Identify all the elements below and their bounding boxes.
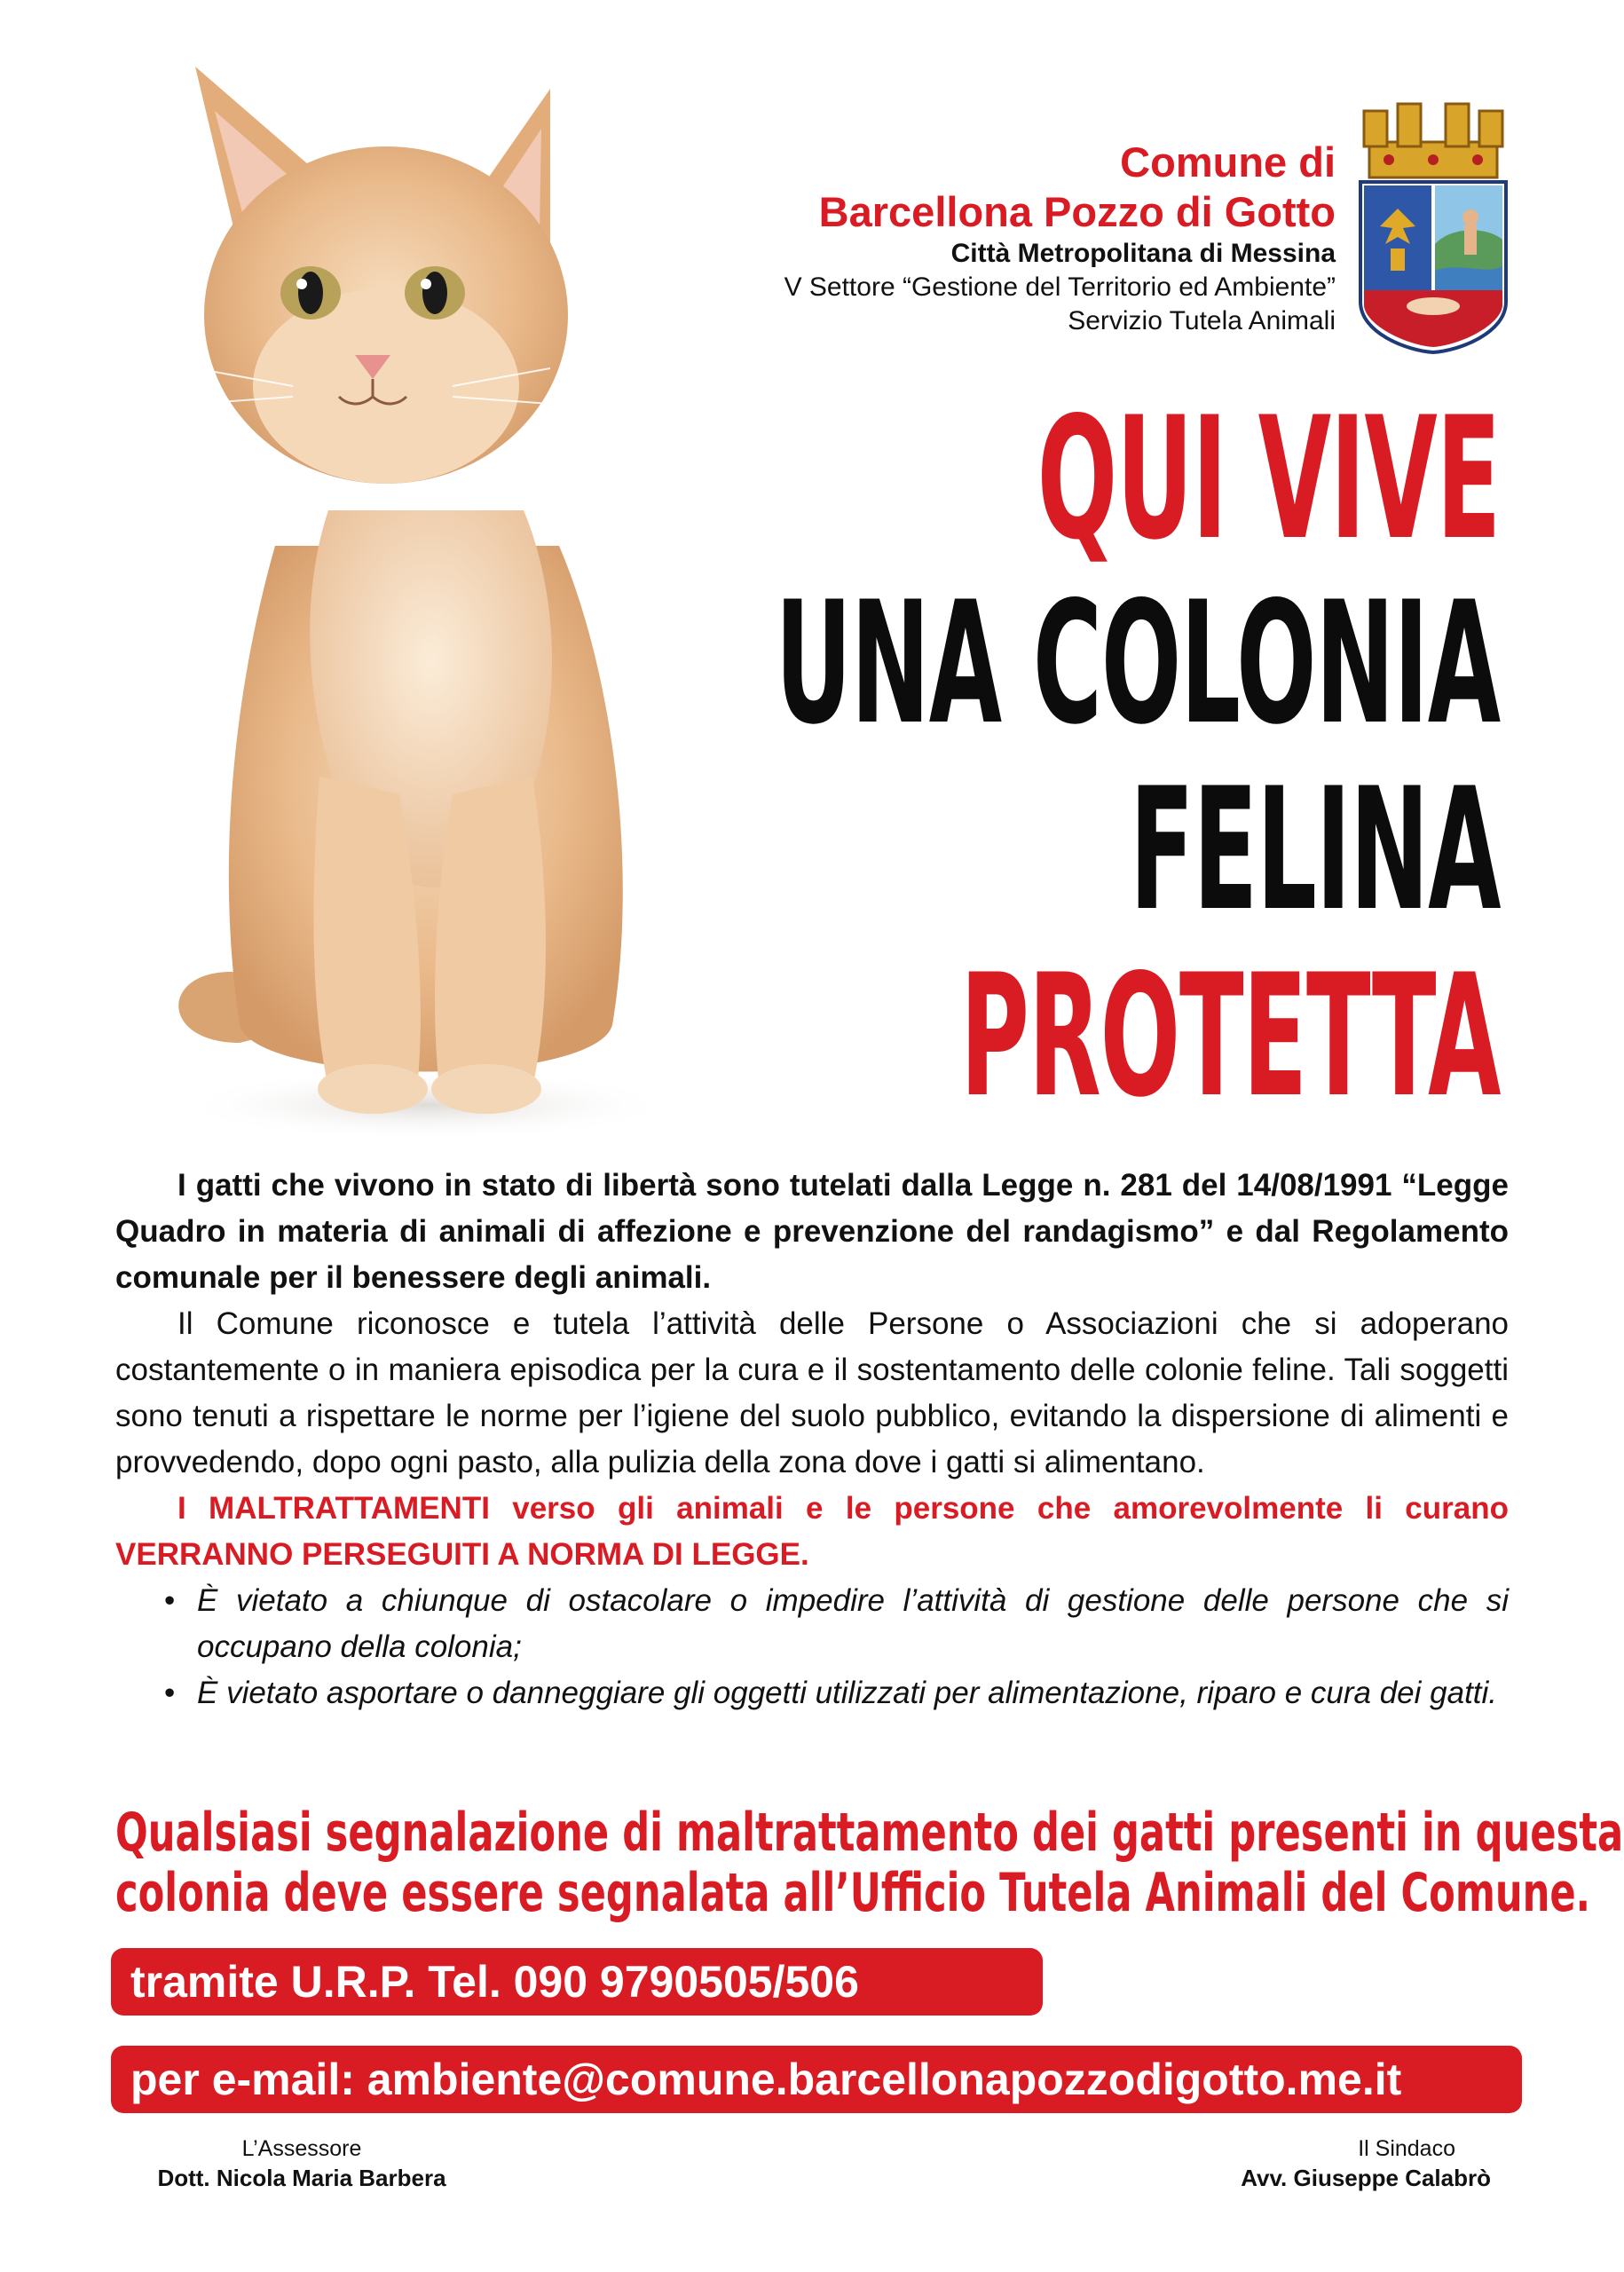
assessore-name: Dott. Nicola Maria Barbera bbox=[157, 2165, 446, 2191]
report-line-2: colonia deve essere segnalata all’Ufficio Tutela Animali del Comune. bbox=[115, 1862, 1591, 1924]
sindaco-title: Il Sindaco bbox=[1358, 2136, 1455, 2161]
municipality-title-line2: Barcellona Pozzo di Gotto bbox=[818, 188, 1336, 235]
headline-line-3: FELINA bbox=[1129, 752, 1500, 948]
sindaco-signature bbox=[1154, 2134, 1491, 2193]
list-item bbox=[115, 1578, 1509, 1670]
prohibitions-list bbox=[115, 1578, 1509, 1716]
municipal-coat-of-arms-icon bbox=[1353, 93, 1513, 355]
list-item bbox=[115, 1670, 1509, 1716]
headline-line-4: PROTETTA bbox=[959, 938, 1500, 1134]
assessore-signature bbox=[115, 2134, 488, 2193]
list-item-text: È vietato a chiunque di ostacolare o impedire l’attività di gestione delle persone che si occupano della colonia; bbox=[197, 1583, 1509, 1664]
report-line-1: Qualsiasi segnalazione di maltrattamento dei gatti presenti in questa bbox=[115, 1802, 1624, 1864]
sector-line: V Settore “Gestione del Territorio ed Ambiente” bbox=[784, 272, 1336, 302]
header-block bbox=[568, 138, 1336, 338]
phone-contact-bar[interactable]: tramite U.R.P. Tel. 090 9790505/506 bbox=[111, 1948, 1043, 2016]
assessore-title: L’Assessore bbox=[241, 2136, 362, 2161]
metro-city-line: Città Metropolitana di Messina bbox=[950, 239, 1336, 268]
body-text bbox=[115, 1163, 1509, 1716]
service-line: Servizio Tutela Animali bbox=[1068, 306, 1336, 335]
bullet-icon: • bbox=[164, 1583, 176, 1618]
municipality-title-line1: Comune di bbox=[1120, 138, 1336, 185]
list-item-text: È vietato asportare o danneggiare gli oggetti utilizzati per alimentazione, riparo e cura dei gatti. bbox=[197, 1676, 1498, 1710]
law-paragraph: I gatti che vivono in stato di libertà sono tutelati dalla Legge n. 281 del 14/08/1991 “Legge Quadro in materia di animali di affezione e prevenzione del randagismo” e dal Regolamento comunale per il benessere degli animali. bbox=[115, 1168, 1509, 1295]
bullet-icon: • bbox=[164, 1676, 176, 1710]
headline-line-1: QUI VIVE bbox=[1037, 381, 1500, 577]
sindaco-name: Avv. Giuseppe Calabrò bbox=[1241, 2165, 1491, 2191]
warning-paragraph: I MALTRATTAMENTI verso gli animali e le persone che amorevolmente li curano VERRANNO PERSEGUITI A NORMA DI LEGGE. bbox=[115, 1491, 1509, 1572]
headline-line-2: UNA COLONIA bbox=[775, 565, 1500, 761]
recognition-paragraph: Il Comune riconosce e tutela l’attività delle Persone o Associazioni che si adoperano costantemente o in maniera episodica per la cura e il sostentamento delle colonie feline. Tali soggetti sono tenuti a rispettare le norme per l’igiene del suolo pubblico, evitando la dispersione di alimenti e provvedendo, dopo ogni pasto, alla pulizia della zona dove i gatti si alimentano. bbox=[115, 1306, 1509, 1479]
email-contact-bar[interactable]: per e-mail: ambiente@comune.barcellonapozzodigotto.me.it bbox=[111, 2046, 1522, 2113]
